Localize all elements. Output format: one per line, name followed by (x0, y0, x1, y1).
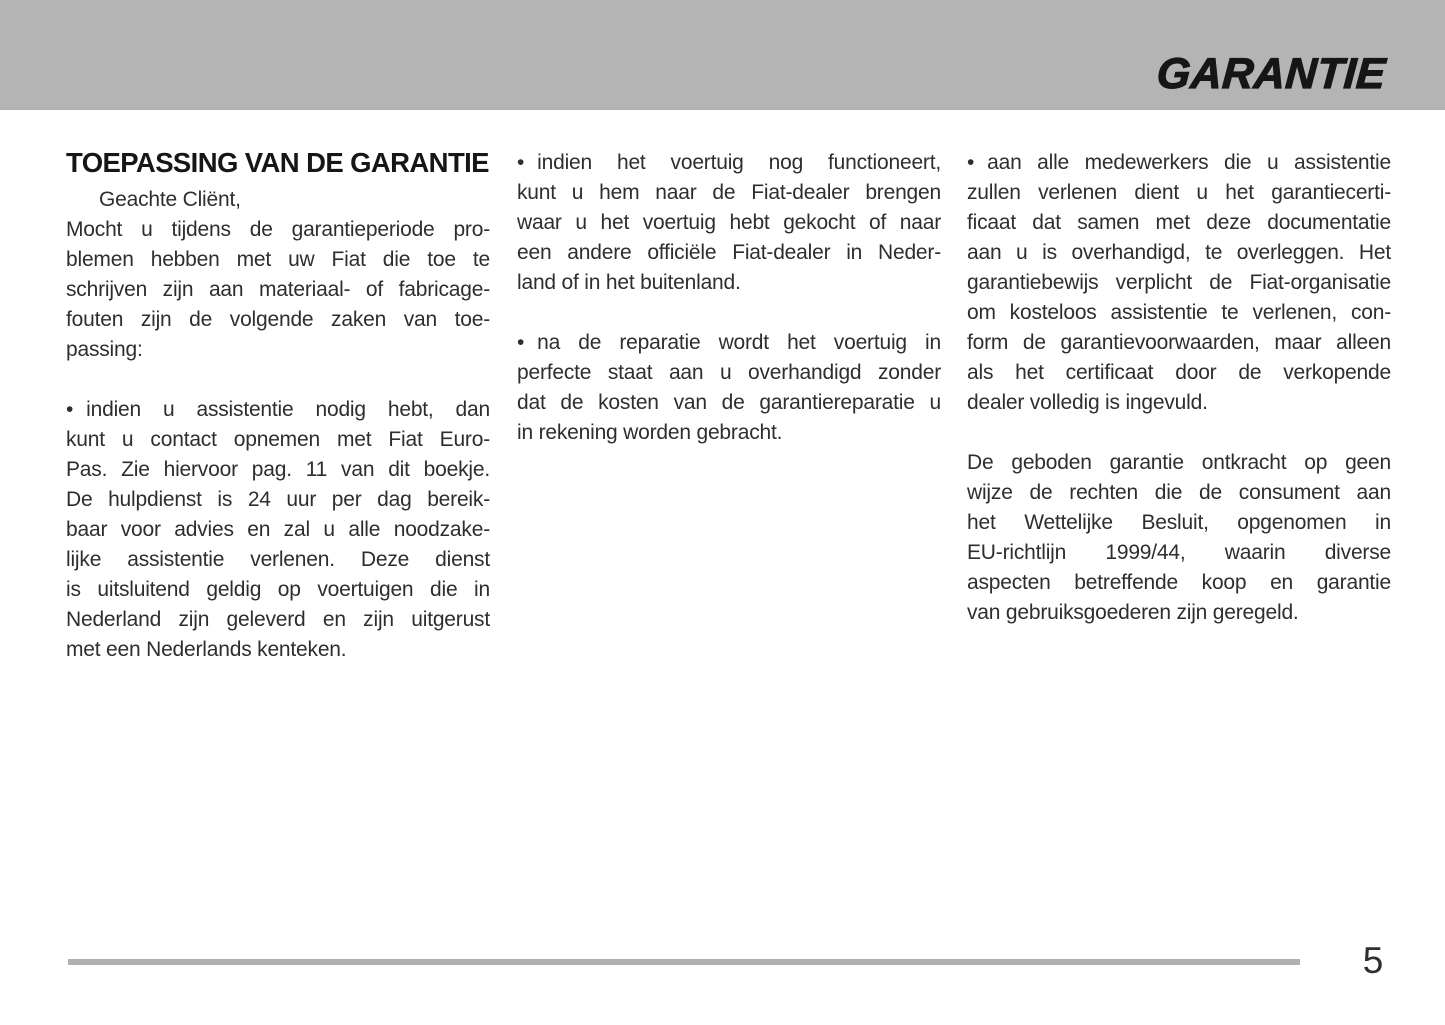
text-line: het Wettelijke Besluit, opgenomen in (967, 511, 1391, 534)
text-line: De hulpdienst is 24 uur per dag bereik- (66, 488, 490, 511)
text-line: De geboden garantie ontkracht op geen (967, 451, 1391, 474)
text-line: land of in het buitenland. (517, 271, 741, 294)
page-number: 5 (1362, 940, 1384, 981)
bullet-item (517, 148, 941, 298)
text-line: kunt u contact opnemen met Fiat Euro- (66, 428, 490, 451)
text-line: perfecte staat aan u overhandigd zonder (517, 361, 941, 384)
bullet-item (517, 328, 941, 448)
column-left (66, 148, 490, 665)
text-line: • na de reparatie wordt het voertuig in (517, 331, 941, 354)
text-line: EU-richtlijn 1999/44, waarin diverse (967, 541, 1391, 564)
text-line: met een Nederlands kenteken. (66, 638, 347, 661)
text-line: garantiebewijs verplicht de Fiat-organisatie (967, 271, 1391, 294)
text-line: wijze de rechten die de consument aan (967, 481, 1391, 504)
text-line: om kosteloos assistentie te verlenen, con- (967, 301, 1391, 324)
text-line: • indien het voertuig nog functioneert, (517, 151, 941, 174)
text-line: kunt u hem naar de Fiat-dealer brengen (517, 181, 941, 204)
text-line: • indien u assistentie nodig hebt, dan (66, 398, 490, 421)
column-right (967, 148, 1391, 628)
text-line: Geachte Cliënt, (99, 188, 241, 211)
text-line: schrijven zijn aan materiaal- of fabricage- (66, 278, 490, 301)
text-line: van gebruiksgoederen zijn geregeld. (967, 601, 1299, 624)
bullet-icon: • (517, 151, 525, 174)
text-line: dat de kosten van de garantiereparatie u (517, 391, 941, 414)
text-line: form de garantievoorwaarden, maar alleen (967, 331, 1391, 354)
bullet-icon: • (66, 398, 74, 421)
text-line: fouten zijn de volgende zaken van toe- (66, 308, 490, 331)
text-line: waar u het voertuig hebt gekocht of naar (517, 211, 941, 234)
text-line: dealer volledig is ingevuld. (967, 391, 1208, 414)
footer-rule (68, 959, 1300, 965)
text-line: als het certificaat door de verkopende (967, 361, 1391, 384)
text-line: ficaat dat samen met deze documentatie (967, 211, 1391, 234)
text-line: • aan alle medewerkers die u assistentie (967, 151, 1391, 174)
text-line: Mocht u tijdens de garantieperiode pro- (66, 218, 490, 241)
text-line: baar voor advies en zal u alle noodzake- (66, 518, 490, 541)
text-line: is uitsluitend geldig op voertuigen die in (66, 578, 490, 601)
text-line: Nederland zijn geleverd en zijn uitgerust (66, 608, 490, 631)
section-heading: TOEPASSING VAN DE GARANTIE (66, 147, 489, 178)
bullet-item (66, 395, 490, 665)
paragraph (967, 448, 1391, 628)
text-line: blemen hebben met uw Fiat die toe te (66, 248, 490, 271)
text-line: een andere officiële Fiat-dealer in Neder- (517, 241, 941, 264)
text-line: aspecten betreffende koop en garantie (967, 571, 1391, 594)
text-line: passing: (66, 338, 143, 361)
bullet-item (967, 148, 1391, 418)
header-band (0, 0, 1445, 110)
text-line: Pas. Zie hiervoor pag. 11 van dit boekje. (66, 458, 490, 481)
bullet-icon: • (517, 331, 525, 354)
text-line: in rekening worden gebracht. (517, 421, 783, 444)
text-line: lijke assistentie verlenen. Deze dienst (66, 548, 490, 571)
text-line: aan u is overhandigd, te overleggen. Het (967, 241, 1391, 264)
column-middle (517, 148, 941, 448)
paragraph (66, 185, 490, 365)
text-line: zullen verlenen dient u het garantiecerti- (967, 181, 1391, 204)
bullet-icon: • (967, 151, 975, 174)
page-title: GARANTIE (1155, 50, 1388, 98)
